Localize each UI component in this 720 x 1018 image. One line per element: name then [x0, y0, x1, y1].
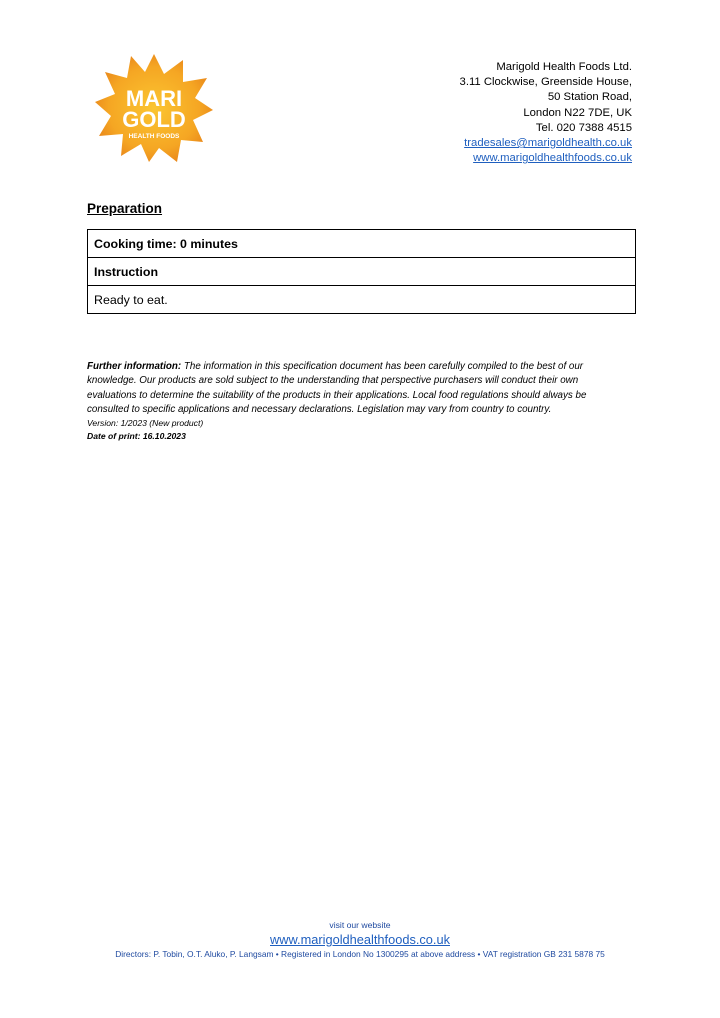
table-row [88, 230, 636, 258]
company-address [460, 60, 632, 166]
telephone: Tel. 020 7388 4515 [535, 121, 632, 134]
page-footer [0, 919, 720, 961]
table-row [88, 286, 636, 314]
version-text: Version: 1/2023 (New product) [87, 418, 204, 429]
logo-line3: HEALTH FOODS [128, 133, 180, 140]
instruction-label-cell: Instruction [88, 258, 636, 286]
date-of-print: Date of print: 16.10.2023 [87, 430, 186, 441]
address-line1: 3.11 Clockwise, Greenside House, [459, 76, 632, 89]
footer-visit-text: visit our website [329, 920, 391, 930]
further-info-text: The information in this specification document has been carefully compiled to the best of our knowledge. Our products are sold subject to the understanding that perspective purchasers will conduct their own evaluations to determine the suitability of the products in their applications. Local food regulations should always be consulted to specific applications and necessary declarations. Legislation may vary from country to country. [87, 361, 587, 415]
instruction-text-cell: Ready to eat. [88, 286, 636, 314]
table-row [88, 258, 636, 286]
cooking-time-cell: Cooking time: 0 minutes [88, 230, 636, 258]
section-title-preparation: Preparation [87, 201, 163, 216]
company-name: Marigold Health Foods Ltd. [496, 61, 632, 73]
further-info-label: Further information: [87, 361, 182, 372]
website-link[interactable]: www.marigoldhealthfoods.co.uk [473, 152, 632, 165]
footer-directors: Directors: P. Tobin, O.T. Aluko, P. Langsam • Registered in London No 1300295 at above address • VAT registration GB 231 5878 75 [115, 949, 605, 959]
company-logo [93, 52, 215, 164]
email-link[interactable]: tradesales@marigoldhealth.co.uk [464, 137, 632, 150]
further-information [87, 360, 617, 442]
logo-line1: MARI [125, 86, 183, 111]
preparation-table [87, 229, 636, 314]
footer-website-link[interactable]: www.marigoldhealthfoods.co.uk [270, 932, 450, 947]
marigold-flower-logo [93, 52, 215, 164]
logo-line2: GOLD [122, 107, 186, 132]
address-line3: London N22 7DE, UK [523, 106, 632, 119]
address-line2: 50 Station Road, [547, 91, 632, 104]
